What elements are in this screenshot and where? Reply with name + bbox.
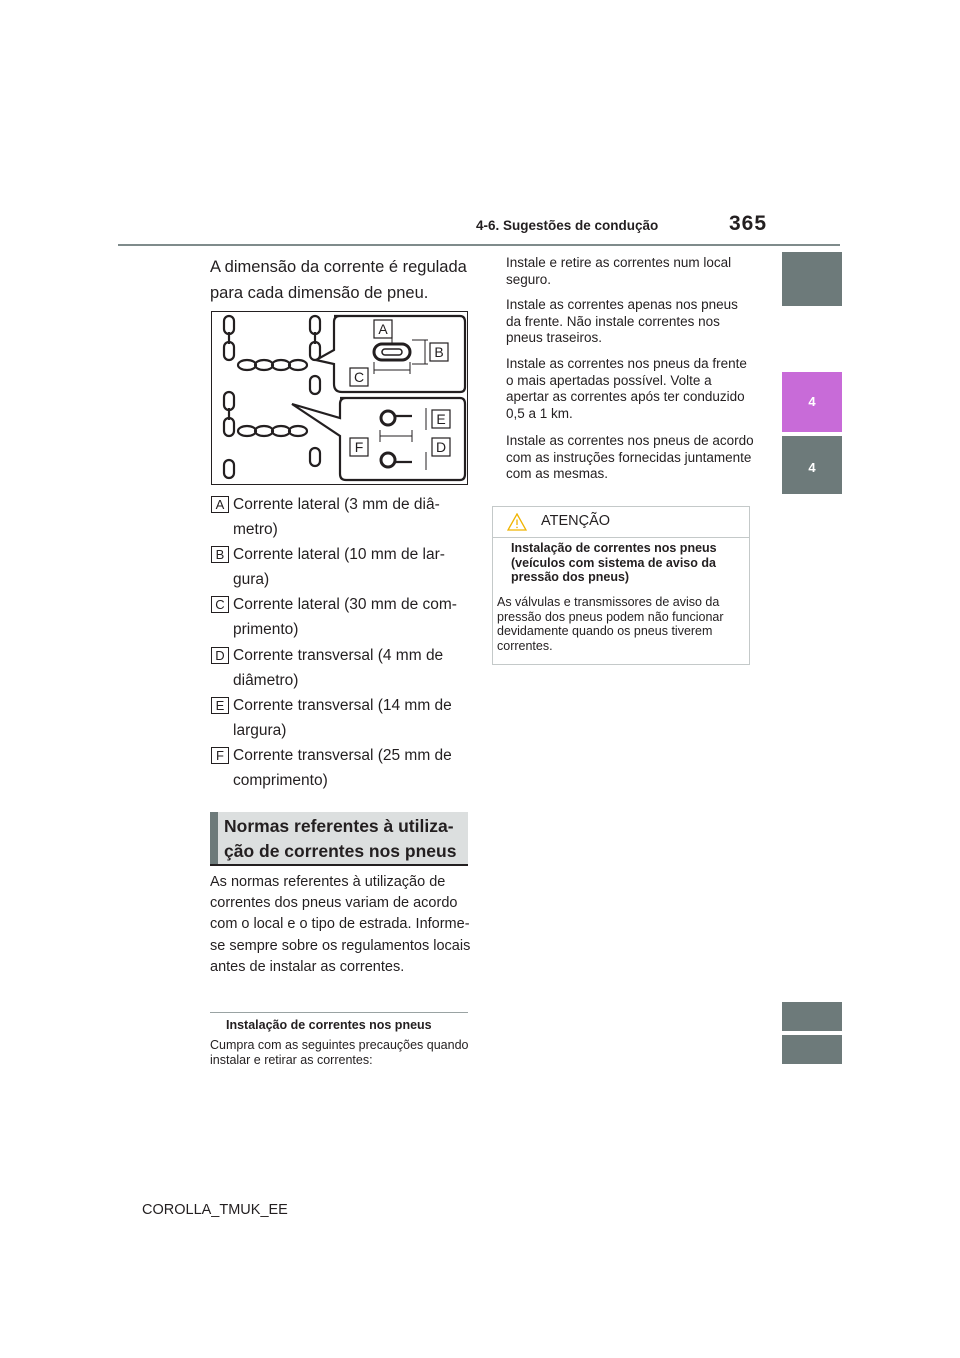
side-tab-gray-top[interactable]	[782, 252, 842, 306]
norms-heading-box	[210, 812, 468, 866]
heading-accent-bar	[210, 812, 218, 864]
figure-label-d: D	[435, 439, 447, 455]
legend-item-e	[211, 693, 481, 743]
precaution-paragraph: Instale as correntes apenas nos pneus da frente. Não instale correntes nos pneus traseiros.	[506, 297, 738, 345]
chain-illustration	[212, 312, 467, 484]
installation-text: Cumpra com as seguintes precauções quando instalar e retirar as correntes:	[210, 1038, 469, 1067]
legend-item-c	[211, 592, 481, 642]
legend-text: Corrente transversal (25 mm de comprimento)	[233, 747, 452, 789]
intro-text: A dimensão da corrente é regulada para cada dimensão de pneu.	[210, 258, 467, 302]
legend-text: Corrente transversal (4 mm de diâmetro)	[233, 647, 444, 689]
installation-heading: Instalação de correntes nos pneus	[226, 1018, 432, 1032]
legend-text: Corrente lateral (30 mm de com-primento)	[233, 596, 457, 638]
installation-divider	[210, 1012, 468, 1013]
header-rule	[118, 244, 840, 246]
legend-item-a	[211, 492, 481, 542]
figure-label-e: E	[436, 411, 446, 427]
figure-label-b: B	[434, 344, 444, 360]
warning-subtitle: Instalação de correntes nos pneus (veículos com sistema de aviso da pressão dos pneus)	[511, 541, 717, 584]
legend-key: B	[211, 546, 229, 563]
page-number: 365	[729, 212, 768, 235]
norms-heading: Normas referentes à utiliza-ção de correntes nos pneus	[224, 816, 457, 861]
legend-text: Corrente lateral (10 mm de lar-gura)	[233, 546, 445, 588]
figure-label-f: F	[354, 439, 364, 455]
legend-item-f	[211, 743, 481, 793]
legend-key: D	[211, 647, 229, 664]
legend-text: Corrente lateral (3 mm de diâ-metro)	[233, 496, 440, 538]
figure-label-c: C	[353, 369, 365, 385]
warning-label: ATENÇÃO	[541, 513, 611, 529]
legend-item-b	[211, 542, 481, 592]
legend-text: Corrente transversal (14 mm de largura)	[233, 697, 452, 739]
warning-body: As válvulas e transmissores de aviso da pressão dos pneus podem não funcionar devidamente quando os pneus tiverem correntes.	[497, 595, 724, 653]
side-tab-chapter-active[interactable]	[782, 372, 842, 432]
section-title: 4-6. Sugestões de condução	[476, 218, 659, 233]
precaution-paragraph: Instale as correntes nos pneus da frente o mais apertadas possível. Volte a apertar as correntes após ter conduzido 0,5 a 1 km.	[506, 356, 747, 421]
warning-header	[493, 507, 749, 538]
legend-key: F	[211, 747, 229, 764]
side-tab-gray-bottom-1[interactable]	[782, 1002, 842, 1031]
norms-text: As normas referentes à utilização de correntes dos pneus variam de acordo com o local e o tipo de estrada. Informe-se sempre sobre os regulamentos locais antes de instalar as correntes.	[210, 874, 471, 975]
side-tab-gray-bottom-2[interactable]	[782, 1035, 842, 1064]
chain-dimension-figure	[211, 311, 468, 485]
figure-label-a: A	[378, 321, 388, 337]
side-tab-number: 4	[808, 460, 816, 475]
side-tab-chapter[interactable]	[782, 436, 842, 494]
legend-key: A	[211, 496, 229, 513]
warning-box	[492, 506, 750, 665]
footer-code: COROLLA_TMUK_EE	[142, 1202, 288, 1218]
legend-key: E	[211, 697, 229, 714]
side-tab-number: 4	[808, 394, 816, 409]
legend-key: C	[211, 596, 229, 613]
legend-item-d	[211, 643, 481, 693]
warning-triangle-icon	[507, 513, 527, 531]
precaution-paragraph: Instale as correntes nos pneus de acordo com as instruções fornecidas juntamente com as mesmas.	[506, 433, 754, 481]
precaution-paragraph: Instale e retire as correntes num local seguro.	[506, 255, 732, 287]
